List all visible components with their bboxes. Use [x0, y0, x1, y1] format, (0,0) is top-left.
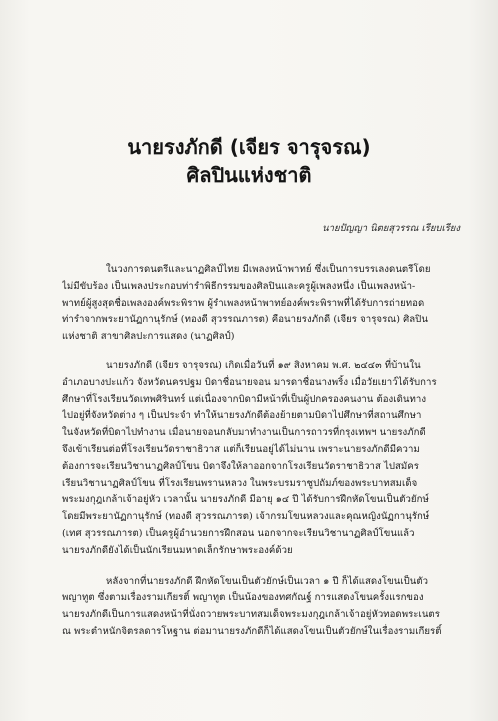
paragraph-line: ณ พระตำหนักจิตรลดารโหฐาน ต่อมานายรงภักดีก็ได้แสดงโขนเป็นตัวยักษ์ในเรื่องรามเกียรติ์: [62, 625, 442, 637]
paragraph-line: นายรงภักดีเป็นการแสดงหน้าที่นั่งถวายพระบาทสมเด็จพระมงกุฎเกล้าเจ้าอยู่หัวทอดพระเนตร: [62, 609, 440, 621]
paragraph-1: [62, 262, 468, 346]
paragraph-line: โดยมีพระยานัฏกานุรักษ์ (ทองดี สุวรรณภารต) เจ้ากรมโขนหลวงและคุณหญิงนัฏกานุรักษ์: [62, 511, 430, 523]
paragraph-line: เรียนวิชานาฏศิลป์โขน ที่โรงเรียนพรานหลวง ในพระบรมราชูปถัมภ์ของพระบาทสมเด็จ: [62, 477, 418, 489]
paragraph-line: แห่งชาติ สาขาศิลปะการแสดง (นาฏศิลป์): [62, 331, 235, 343]
paragraph-line: ท่ารำจากพระยานัฏกานุรักษ์ (ทองดี สุวรรณภารต) คือนายรงภักดี (เจียร จารุจรณ) ศิลปิน: [62, 314, 428, 326]
paragraph-line: จึงเข้าเรียนต่อที่โรงเรียนวัดราชาธิวาส แต่ก็เรียนอยู่ได้ไม่นาน เพราะนายรงภักดีมีความ: [62, 443, 420, 455]
document-title-line-1: นายรงภักดี (เจียร จารุจรณ): [127, 135, 371, 159]
author-credit: นายปัญญา นิตยสุวรรณ เรียบเรียง: [322, 223, 460, 234]
document-title-line-2: ศิลปินแห่งชาติ: [186, 163, 312, 187]
paragraph-line: พระมงกุฎเกล้าเจ้าอยู่หัว เวลานั้น นายรงภักดี มีอายุ ๑๔ ปี ได้รับการฝึกหัดโขนเป็นตัวยักษ์: [62, 494, 429, 506]
paragraph-3: [62, 574, 468, 641]
paragraph-line: ในจังหวัดที่บิดาไปทำงาน เมื่อนายจอนกลับมาทำงานเป็นการถาวรที่กรุงเทพฯ นายรงภักดี: [62, 427, 426, 439]
paragraph-line: นายรงภักดี (เจียร จารุจรณ) เกิดเมื่อวันที่ ๑๙ สิงหาคม พ.ศ. ๒๔๔๓ ที่บ้านใน: [106, 359, 421, 371]
paragraph-line: (เทศ สุวรรณภารต) เป็นครูผู้อำนวยการฝึกสอน นอกจากจะเรียนวิชานาฏศิลป์โขนแล้ว: [62, 527, 415, 539]
paragraph-line: ต้องการจะเรียนวิชานาฏศิลป์โขน บิดาจึงให้ลาออกจากโรงเรียนวัดราชาธิวาส ไปสมัคร: [62, 460, 419, 472]
paragraph-line: พาทย์ผู้สูงสุดชื่อเพลงองค์พระพิราพ ผู้รำเพลงหน้าพาทย์องค์พระพิราพที่ได้รับการถ่ายทอด: [62, 297, 425, 309]
paragraph-line: นายรงภักดียังได้เป็นนักเรียนมหาดเล็กรักษาพระองค์ด้วย: [62, 544, 293, 556]
paragraph-line: ไปอยู่ที่จังหวัดต่าง ๆ เป็นประจำ ทำให้นายรงภักดีต้องย้ายตามบิดาไปศึกษาที่สถานศึกษา: [62, 410, 422, 422]
paragraph-line: อำเภอบางปะแก้ว จังหวัดนครปฐม บิดาชื่อนายจอน มารดาชื่อนางพริ้ง เมื่อวัยเยาว์ได้รับการ: [62, 376, 437, 388]
paragraph-line: ไม่มีขับร้อง เป็นเพลงประกอบท่ารำพิธีกรรมของศิลปินและครูผู้เพลงหนึ่ง เป็นเพลงหน้า-: [62, 280, 416, 292]
paragraph-2: [62, 358, 468, 560]
paragraph-line: พญาทูต ซึ่งตามเรื่องรามเกียรติ์ พญาทูต เป็นน้องของทศกัณฐ์ การแสดงโขนครั้งแรกของ: [62, 592, 424, 604]
paragraph-line: ศึกษาที่โรงเรียนวัดเทพศิรินทร์ แต่เนื่องจากบิดามีหน้าที่เป็นผู้ปกครองคนงาน ต้องเดินทาง: [62, 393, 427, 405]
paragraph-line: ในวงการดนตรีและนาฏศิลป์ไทย มีเพลงหน้าพาทย์ ซึ่งเป็นการบรรเลงดนตรีโดย: [106, 264, 431, 275]
paragraph-line: หลังจากที่นายรงภักดี ฝึกหัดโขนเป็นตัวยักษ์เป็นเวลา ๑ ปี ก็ได้แสดงโขนเป็นตัว: [106, 575, 429, 587]
title-block: [0, 133, 498, 189]
article-body: [62, 262, 468, 651]
